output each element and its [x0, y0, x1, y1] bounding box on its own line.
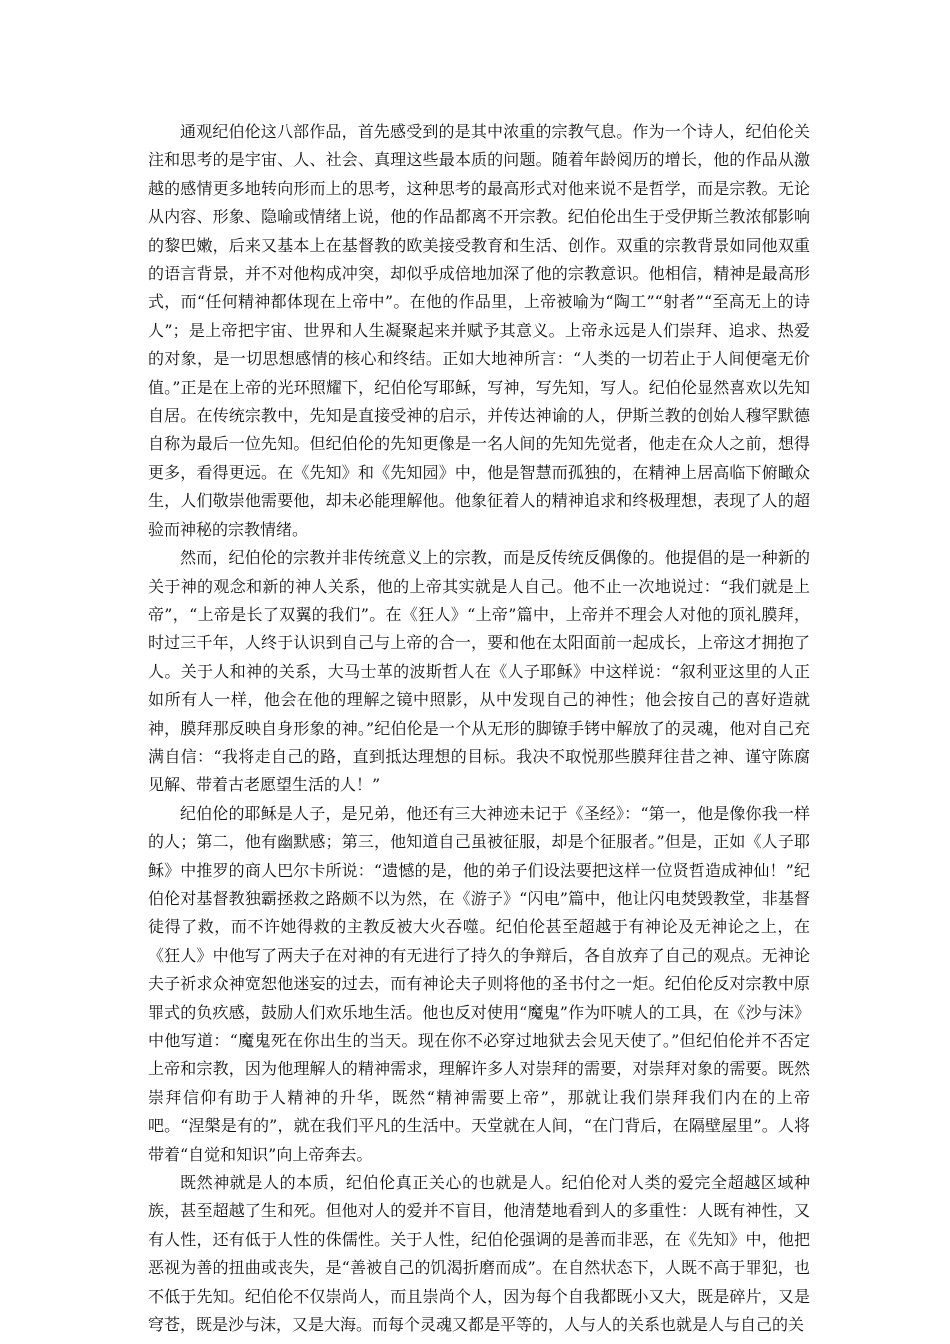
paragraph-3: 纪伯伦的耶稣是人子，是兄弟，他还有三大神迹未记于《圣经》：“第一，他是像你我一样的人；第二，他有幽默感；第三，他知道自己虽被征服，却是个征服者。”但是，正如《人子耶稣》中推罗的商人巴尔卡所说：“遗憾的是，他的弟子们设法要把这样一位贤哲造成神仙！”纪伯伦对基督教独霸拯救之路颇不以为然，在《游子》“闪电”篇中，他让闪电焚毁教堂，非基督徒得了救，而不许她得救的主教反被大火吞噬。纪伯伦甚至超越于有神论及无神论之上，在《狂人》中他写了两夫子在对神的有无进行了持久的争辩后，各自放弃了自己的观点。无神论夫子祈求众神宽恕他迷妄的过去，而有神论夫子则将他的圣书付之一炬。纪伯伦反对宗教中原罪式的负疚感，鼓励人们欢乐地生活。他也反对使用“魔鬼”作为吓唬人的工具，在《沙与沫》中他写道：“魔鬼死在你出生的当天。现在你不必穿过地狱去会见天使了。”但纪伯伦并不否定上帝和宗教，因为他理解人的精神需求，理解许多人对崇拜的需要，对崇拜对象的需要。既然崇拜信仰有助于人精神的升华，既然“精神需要上帝”，那就让我们崇拜我们内在的上帝吧。“涅槃是有的”，就在我们平凡的生活中。天堂就在人间，“在门背后，在隔壁屋里”。人将带着“自觉和知识”向上帝奔去。 [148, 803, 810, 1164]
paragraph-2: 然而，纪伯伦的宗教并非传统意义上的宗教，而是反传统反偶像的。他提倡的是一种新的关于神的观念和新的神人关系，他的上帝其实就是人自己。他不止一次地说过：“我们就是上帝”，“上帝是长了双翼的我们”。在《狂人》“上帝”篇中，上帝并不理会人对他的顶礼膜拜，时过三千年，人终于认识到自己与上帝的合一，要和他在太阳面前一起成长，上帝这才拥抱了人。关于人和神的关系，大马士革的波斯哲人在《人子耶稣》中这样说：“叙利亚这里的人正如所有人一样，他会在他的理解之镜中照影，从中发现自己的神性；他会按自己的喜好造就神，膜拜那反映自身形象的神。”纪伯伦是一个从无形的脚镣手铐中解放了的灵魂，他对自己充满自信：“我将走自己的路，直到抵达理想的目标。我决不取悦那些膜拜往昔之神、谨守陈腐见解、带着古老愿望生活的人！” [148, 548, 810, 795]
paragraph-1: 通观纪伯伦这八部作品，首先感受到的是其中浓重的宗教气息。作为一个诗人，纪伯伦关注和思考的是宇宙、人、社会、真理这些最本质的问题。随着年龄阅历的增长，他的作品从激越的感情更多地转向形而上的思考，这种思考的最高形式对他来说不是哲学，而是宗教。无论从内容、形象、隐喻或情绪上说，他的作品都离不开宗教。纪伯伦出生于受伊斯兰教浓郁影响的黎巴嫩，后来又基本上在基督教的欧美接受教育和生活、创作。双重的宗教背景如同他双重的语言背景，并不对他构成冲突，却似乎成倍地加深了他的宗教意识。他相信，精神是最高形式，而“任何精神都体现在上帝中”。在他的作品里，上帝被喻为“陶工”“射者”“至高无上的诗人”；是上帝把宇宙、世界和人生凝聚起来并赋予其意义。上帝永远是人们崇拜、追求、热爱的对象，是一切思想感情的核心和终结。正如大地神所言：“人类的一切若止于人间便毫无价值。”正是在上帝的光环照耀下，纪伯伦写耶稣，写神，写先知，写人。纪伯伦显然喜欢以先知自居。在传统宗教中，先知是直接受神的启示，并传达神谕的人，伊斯兰教的创始人穆罕默德自称为最后一位先知。但纪伯伦的先知更像是一名人间的先知先觉者，他走在众人之前，想得更多，看得更远。在《先知》和《先知园》中，他是智慧而孤独的，在精神上居高临下俯瞰众生，人们敬崇他需要他，却未必能理解他。他象征着人的精神追求和终极理想，表现了人的超验而神秘的宗教情绪。 [148, 122, 810, 539]
paragraph-4: 既然神就是人的本质，纪伯伦真正关心的也就是人。纪伯伦对人类的爱完全超越区域种族，甚至超越了生和死。但他对人的爱并不盲目，他清楚地看到人的多重性：人既有神性，又有人性，还有低于人性的侏儒性。关于人性，纪伯伦强调的是善而非恶，在《先知》中，他把恶视为善的扭曲或丧失，是“善被自己的饥渴折磨而成”。在自然状态下，人既不高于罪犯，也不低于先知。纪伯伦不仅崇尚人，而且崇尚个人，因为每个自我都既小又大，既是碎片，又是穹苍，既是沙与沫，又是大海。而每个灵魂又都是平等的，人与人的关系也就是人与自己的关 [148, 1173, 810, 1335]
document-body [148, 118, 810, 1339]
